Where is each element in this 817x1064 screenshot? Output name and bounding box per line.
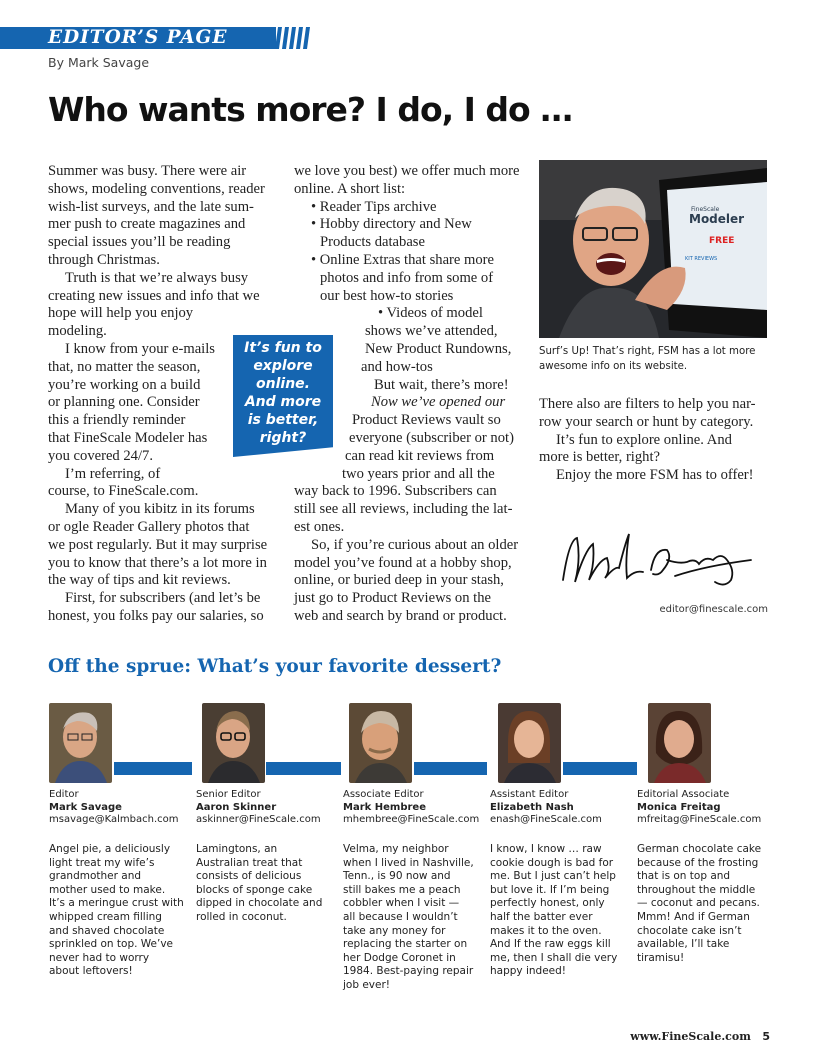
text-line: But wait, there’s more! (374, 376, 509, 393)
portrait-mark-savage (49, 703, 112, 783)
answer-line: tiramisu! (637, 951, 685, 964)
text-line: wish-list surveys, and the late sum- (48, 198, 254, 215)
staff-email[interactable]: enash@FineScale.com (490, 814, 602, 825)
page-footer (600, 1030, 770, 1043)
text-line: online. A short list: (294, 180, 406, 197)
connector-bar (563, 762, 637, 775)
text-line: mer push to create magazines and (48, 216, 246, 233)
answer-line: her Dodge Coronet in (343, 951, 456, 964)
answer-line: job ever! (343, 978, 391, 991)
staff-role: Associate Editor (343, 789, 424, 800)
staff-role: Editorial Associate (637, 789, 730, 800)
pull-quote-line: It’s fun to (244, 340, 322, 356)
text-line: There also are filters to help you nar- (539, 396, 756, 412)
text-line: the way of tips and kit reviews. (48, 572, 231, 589)
text-line: or ogle Reader Gallery photos that (48, 519, 250, 535)
text-line: or planning one. Consider (48, 394, 200, 411)
text-line: Products database (320, 234, 425, 251)
text-line: creating new issues and info that we (48, 287, 260, 304)
answer-line: throughout the middle (637, 883, 756, 896)
byline: By Mark Savage (48, 55, 150, 70)
answer-line: Tenn., is 90 now and (343, 870, 451, 883)
text-line: I know from your e-mails (65, 341, 215, 357)
answer-line: cobbler when I visit — (343, 897, 460, 910)
connector-bar (414, 762, 487, 775)
text-line: est ones. (294, 519, 345, 535)
portrait-elizabeth-nash (498, 703, 561, 783)
text-line: • Reader Tips archive (311, 198, 437, 215)
section-title: EDITOR’S PAGE (48, 27, 228, 48)
answer-line: And If the raw eggs kill (490, 938, 611, 951)
editor-photo (539, 160, 767, 338)
answer-line: grandmother and (49, 870, 142, 883)
text-line: special issues you’ll be reading (48, 234, 231, 251)
pull-quote-line: right? (259, 430, 307, 446)
answer-line: Velma, my neighbor (343, 843, 449, 855)
staff-email[interactable]: msavage@Kalmbach.com (49, 814, 179, 825)
answer-line: all because I wouldn’t (343, 910, 458, 923)
text-line: way back to 1996. Subscribers can (294, 483, 497, 500)
staff-name: Mark Savage (49, 801, 122, 813)
text-line: course, to FineScale.com. (48, 483, 199, 500)
text-line: Many of you kibitz in its forums (65, 501, 255, 518)
text-line: photos and info from some of (320, 269, 494, 286)
answer-line: me, then I shall die very (490, 951, 618, 964)
answer-line: never had to worry (49, 951, 150, 964)
answer-line: German chocolate cake (637, 843, 762, 855)
answer-line: take any money for (343, 924, 446, 937)
text-line: honest, you folks pay our salaries, so (48, 608, 264, 624)
answer-line: about leftovers! (49, 965, 133, 978)
signature-icon (555, 530, 755, 592)
text-line: Now we’ve opened our (371, 394, 506, 411)
text-line: row your search or hunt by category. (539, 413, 754, 430)
answer-line: rolled in coconut. (196, 910, 287, 923)
text-line: you to know that there’s a lot more in (48, 554, 267, 571)
text-line: hope will help you enjoy (48, 305, 194, 322)
staff-name: Mark Hembree (343, 801, 426, 813)
text-line: we post regularly. But it may surprise (48, 536, 268, 553)
staff-name: Aaron Skinner (196, 801, 277, 813)
text-line: • Online Extras that share more (311, 252, 495, 268)
text-line: online, or buried deep in your stash, (294, 572, 504, 589)
column-3 (539, 396, 769, 496)
pull-quote (233, 339, 333, 447)
photo-caption (539, 344, 769, 374)
text-line: and how-tos (361, 358, 433, 375)
connector-bar (114, 762, 192, 775)
staff-email[interactable]: mfreitag@FineScale.com (637, 814, 762, 825)
answer-line: happy indeed! (490, 965, 567, 978)
answer-line: light treat my wife’s (49, 856, 155, 869)
answer-line: available, I’ll take (637, 938, 730, 951)
caption-line: Surf’s Up! That’s right, FSM has a lot more (539, 346, 756, 357)
connector-bar (266, 762, 341, 775)
text-line: can read kit reviews from (345, 447, 495, 464)
text-line: you’re working on a build (48, 376, 201, 393)
answer-line: perfectly honest, only (490, 897, 605, 910)
answer-line: It’s a meringue crust with (49, 897, 184, 910)
answer-line: Lamingtons, an (196, 843, 278, 855)
text-line: I’m referring, of (65, 465, 161, 482)
answer-aaron-skinner (196, 843, 336, 925)
text-line: just go to Product Reviews on the (294, 590, 492, 607)
answer-line: consists of delicious (196, 870, 302, 883)
answer-line: Angel pie, a deliciously (49, 843, 171, 855)
answer-line: half the batter ever (490, 910, 593, 923)
text-line: First, for subscribers (and let’s be (65, 590, 261, 607)
text-line: Summer was busy. There were air (48, 163, 247, 179)
staff-info-mark-savage (49, 789, 189, 827)
photo-illustration (539, 160, 767, 338)
text-line: that FineScale Modeler has (48, 430, 208, 446)
staff-name: Monica Freitag (637, 801, 721, 813)
answer-line: — coconut and pecans. (637, 897, 760, 910)
text-line: model you’ve found at a hobby shop, (294, 554, 512, 571)
answer-line: makes it to the oven. (490, 924, 602, 937)
text-line: shows we’ve attended, (365, 323, 498, 340)
text-line: shows, modeling conventions, reader (48, 180, 265, 197)
screen-logo: Modeler (689, 212, 745, 226)
answer-elizabeth-nash (490, 843, 630, 979)
text-line: everyone (subscriber or not) (349, 430, 514, 446)
pull-quote-line: explore (253, 358, 313, 374)
text-line: still see all reviews, including the lat- (294, 501, 513, 518)
answer-line: blocks of sponge cake (196, 883, 313, 896)
staff-info-mark-hembree (343, 789, 483, 827)
answer-line: but love it. If I’m being (490, 883, 610, 896)
text-line: we love you best) we offer much more (294, 163, 520, 179)
staff-info-elizabeth-nash (490, 789, 630, 827)
staff-email[interactable]: askinner@FineScale.com (196, 814, 321, 825)
answer-line: Mmm! And if German (637, 910, 750, 923)
portrait-aaron-skinner (202, 703, 265, 783)
text-line: this a friendly reminder (48, 412, 186, 429)
text-line: Product Reviews vault so (352, 412, 501, 429)
answer-mark-savage (49, 843, 189, 979)
screen-free-label: FREE (709, 236, 735, 246)
text-line: New Product Rundowns, (365, 341, 512, 357)
staff-role: Editor (49, 789, 79, 800)
answer-line: mother used to make. (49, 883, 166, 896)
answer-line: Australian treat that (196, 856, 303, 869)
footer-url[interactable]: www.FineScale.com (630, 1030, 751, 1043)
portrait-mark-hembree (349, 703, 412, 783)
portrait-monica-freitag (648, 703, 711, 783)
caption-line: awesome info on its website. (539, 361, 688, 372)
answer-line: whipped cream filling (49, 910, 162, 923)
answer-line: and shaved chocolate (49, 924, 165, 937)
text-line: our best how-to stories (320, 287, 454, 304)
staff-name: Elizabeth Nash (490, 801, 574, 813)
text-line: So, if you’re curious about an older (311, 536, 519, 553)
staff-info-aaron-skinner (196, 789, 336, 827)
answer-line: dipped in chocolate and (196, 897, 323, 910)
answer-line: me. But I just can’t help (490, 870, 616, 883)
answer-monica-freitag (637, 843, 777, 965)
staff-role: Senior Editor (196, 789, 261, 800)
staff-email[interactable]: mhembree@FineScale.com (343, 814, 480, 825)
answer-mark-hembree (343, 843, 483, 993)
answer-line: I know, I know … raw (490, 843, 602, 855)
staff-role: Assistant Editor (490, 789, 569, 800)
answer-line: sprinkled on top. We’ve (49, 938, 174, 951)
answer-line: because of the frosting (637, 856, 759, 869)
sprue-title: Off the sprue: What’s your favorite dessert? (48, 656, 502, 677)
answer-line: still bakes me a peach (343, 883, 461, 896)
screen-kit-reviews: KIT REVIEWS (685, 256, 718, 262)
answer-line: when I lived in Nashville, (343, 856, 474, 869)
banner-stripes-icon (276, 27, 312, 49)
text-line: modeling. (48, 323, 107, 340)
text-line: Enjoy the more FSM has to offer! (556, 467, 754, 484)
text-line: It’s fun to explore online. And (556, 431, 732, 448)
answer-line: chocolate cake isn’t (637, 924, 742, 937)
headline: Who wants more? I do, I do … (48, 90, 573, 129)
answer-line: 1984. Best-paying repair (343, 965, 474, 978)
pull-quote-line: And more (244, 394, 322, 410)
editor-email[interactable]: editor@finescale.com (659, 604, 768, 615)
text-line: you covered 24/7. (48, 447, 153, 464)
pull-quote-line: is better, (247, 412, 319, 428)
answer-line: that is on top and (637, 870, 731, 883)
text-line: through Christmas. (48, 252, 160, 268)
text-line: more is better, right? (539, 449, 660, 466)
text-line: • Videos of model (378, 305, 483, 322)
answer-line: replacing the starter on (343, 938, 468, 951)
pull-quote-line: online. (256, 376, 310, 392)
answer-line: cookie dough is bad for (490, 856, 614, 869)
staff-info-monica-freitag (637, 789, 777, 827)
text-line: • Hobby directory and New (311, 216, 472, 233)
screen-logo-small: FineScale (691, 206, 720, 213)
text-line: Truth is that we’re always busy (65, 269, 249, 286)
text-line: web and search by brand or product. (294, 608, 507, 624)
page-number: 5 (762, 1030, 770, 1043)
text-line: two years prior and all the (342, 465, 495, 482)
text-line: that, no matter the season, (48, 358, 201, 375)
